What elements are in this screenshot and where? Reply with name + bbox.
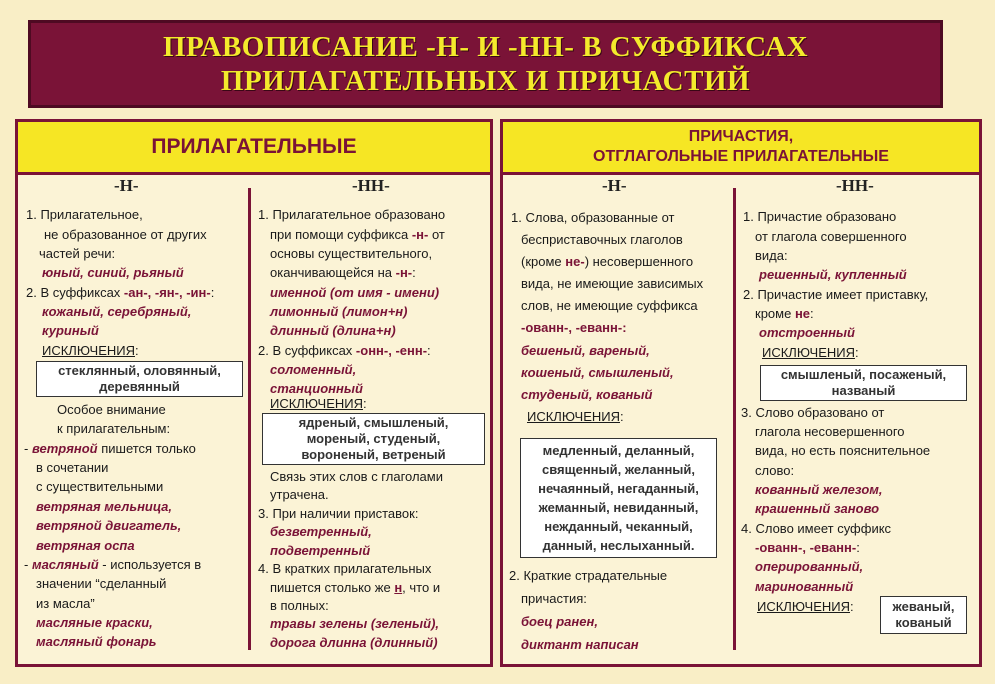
- adj-n-rule2-suffix: -ан-, -ян-, -ин-: [123, 285, 211, 300]
- adj-nn-rule2-ex1: соломенный,: [270, 362, 357, 377]
- adj-n-rule2-example1: кожаный, серебряный,: [42, 304, 192, 319]
- adj-n-m-word: масляный: [31, 557, 99, 572]
- adj-nn-exceptions-box: [262, 413, 485, 465]
- part-n-exceptions-box: [520, 438, 717, 558]
- part-n-rule1-a: 1. Слова, образованные от: [511, 210, 675, 225]
- adj-column-divider: [248, 188, 251, 650]
- adj-n-rule2: [26, 283, 214, 303]
- part-n-exc-line1: медленный, деланный,: [542, 443, 695, 458]
- adj-nn-rule4-ex2: дорога длинна (длинный): [270, 635, 438, 650]
- part-nn-rule3-ex1: кованный железом,: [755, 482, 883, 497]
- adj-nn-exc-line1: ядреный, смышленый,: [298, 415, 449, 430]
- adj-nn-rule3-ex2: подветренный: [270, 543, 371, 558]
- part-nn-rule3-b: глагола несовершенного: [755, 424, 905, 439]
- part-nn-rule3-a: 3. Слово образовано от: [741, 405, 885, 420]
- part-nn-rule1-a: 1. Причастие образовано: [743, 209, 897, 224]
- part-col-n-heading: -Н-: [602, 176, 627, 195]
- adj-n-vetryanoy-ex1: ветряная мельница,: [36, 499, 172, 514]
- adj-nn-r4b-post: , что и: [402, 580, 441, 595]
- part-n-exceptions-label: ИСКЛЮЧЕНИЯ:: [527, 409, 624, 424]
- part-col-nn-heading: -НН-: [836, 176, 874, 195]
- adj-n-vetryanoy-2: в сочетании: [36, 460, 109, 475]
- part-nn-exceptions-label: ИСКЛЮЧЕНИЯ:: [762, 345, 859, 360]
- part-n-rule2-a: 2. Краткие страдательные: [509, 568, 668, 583]
- adj-n-v-rest: пишется только: [97, 441, 196, 456]
- part-nn-rule2-a: 2. Причастие имеет приставку,: [743, 287, 929, 302]
- part-nn-exceptions-text: ИСКЛЮЧЕНИЯ: [762, 345, 855, 360]
- part-nn-exc2-line1: жеваный,: [892, 599, 955, 614]
- part-nn-exceptions2-box: [880, 596, 967, 634]
- adj-n-rule2-pre: 2. В суффиксах: [26, 285, 124, 300]
- adj-nn-r1b-suffix: -н-: [411, 227, 429, 242]
- part-nn-rule3-ex2: крашенный заново: [755, 501, 880, 516]
- participles-header-line2: ОТГЛАГОЛЬНЫЕ ПРИЛАГАТЕЛЬНЫЕ: [593, 148, 889, 165]
- part-n-rule2-b: причастия:: [521, 591, 587, 606]
- adj-nn-rule3: 3. При наличии приставок:: [258, 506, 419, 521]
- adj-n-maslyaniy-ex1: масляные краски,: [36, 615, 153, 630]
- adj-nn-rule1-ex2: лимонный (лимон+н): [270, 304, 408, 319]
- adj-n-attention2: к прилагательным:: [57, 421, 171, 436]
- part-n-exc-line4: жеманный, невиданный,: [538, 500, 699, 515]
- part-n-exc-line6: данный, неслыханный.: [542, 538, 695, 553]
- part-nn-rule4-ex2: маринованный: [755, 579, 854, 594]
- part-n-rule1-b: бесприставочных глаголов: [521, 232, 683, 247]
- adj-col-n-heading: -Н-: [114, 176, 139, 195]
- adj-nn-rule2-ex2: станционный: [270, 381, 363, 396]
- title-line-1: ПРАВОПИСАНИЕ -Н- И -НН- В СУФФИКСАХ: [162, 31, 809, 63]
- part-nn-r2b-post: :: [810, 306, 814, 321]
- adjectives-header: [18, 122, 490, 175]
- part-n-exceptions-text: ИСКЛЮЧЕНИЯ: [527, 409, 620, 424]
- adj-n-m-rest: - используется в: [98, 557, 202, 572]
- part-n-r1c-post: ) несовершенного: [584, 254, 694, 269]
- part-nn-r2b-ne: не: [794, 306, 811, 321]
- adj-col-nn-heading: -НН-: [352, 176, 390, 195]
- adj-n-maslyaniy-3: из масла”: [36, 596, 95, 611]
- adj-n-vetryanoy-rule: [24, 439, 196, 459]
- part-nn-rule4-suffix: [755, 538, 860, 558]
- part-n-rule1-e: слов, не имеющие суффикса: [521, 298, 698, 313]
- title-line-2: ПРИЛАГАТЕЛЬНЫХ И ПРИЧАСТИЙ: [220, 65, 751, 97]
- part-nn-exc-line2: названый: [831, 383, 896, 398]
- part-n-rule1-c: [521, 252, 693, 272]
- part-nn-r4-post: :: [856, 540, 860, 555]
- part-n-rule1-ex3: студеный, кованый: [521, 387, 653, 402]
- part-nn-exc-line1: смышленый, посаженый,: [780, 367, 947, 382]
- adj-nn-rule2: [258, 341, 431, 361]
- part-nn-rule3-d: слово:: [755, 463, 795, 478]
- adj-nn-rule1-ex3: длинный (длина+н): [270, 323, 396, 338]
- part-nn-exceptions2-text: ИСКЛЮЧЕНИЯ: [757, 599, 850, 614]
- adj-n-vetryanoy-ex2: ветряной двигатель,: [36, 518, 182, 533]
- part-n-exc-line2: священный, желанный,: [541, 462, 696, 477]
- part-nn-rule2-b: [755, 304, 814, 324]
- adj-n-rule1-b: не образованное от других: [44, 227, 207, 242]
- adj-n-exc-line1: стеклянный, оловянный,: [58, 363, 221, 378]
- part-n-rule1-suffix: -ованн-, -еванн-:: [521, 320, 627, 335]
- adj-n-maslyaniy-rule: [24, 555, 201, 575]
- part-n-r1c-pre: (кроме: [521, 254, 566, 269]
- adj-nn-rule1-b: [270, 225, 445, 245]
- part-column-divider: [733, 188, 736, 650]
- part-n-exc-line3: нечаянный, негаданный,: [538, 481, 699, 496]
- adj-n-maslyaniy-2: значении “сделанный: [36, 576, 167, 591]
- part-n-r1c-ne: не-: [565, 254, 585, 269]
- adj-n-v-dash: -: [24, 441, 32, 456]
- adj-nn-exc-line2: мореный, студеный,: [306, 431, 441, 446]
- adj-nn-r2-suffix: -онн-, -енн-: [355, 343, 428, 358]
- part-nn-rule1-b: от глагола совершенного: [755, 229, 907, 244]
- adj-nn-note2: утрачена.: [270, 487, 329, 502]
- adj-n-rule1-c: частей речи:: [39, 246, 116, 261]
- adj-n-rule1-a: 1. Прилагательное,: [26, 207, 143, 222]
- adj-nn-note1: Связь этих слов с глаголами: [270, 469, 443, 484]
- part-n-rule2-ex1: боец ранен,: [521, 614, 598, 629]
- part-nn-exc2-line2: кованый: [895, 615, 952, 630]
- adj-n-rule2-post: :: [210, 285, 215, 300]
- part-nn-r2b-pre: кроме: [755, 306, 795, 321]
- part-nn-rule4-a: 4. Слово имеет суффикс: [741, 521, 892, 536]
- adj-nn-r1d-pre: оканчивающейся на: [270, 265, 396, 280]
- part-n-rule1-ex1: бешеный, вареный,: [521, 343, 650, 358]
- adj-n-rule1-example: юный, синий, рьяный: [42, 265, 184, 280]
- adj-n-exceptions-box: [36, 361, 243, 397]
- adj-nn-exceptions-label: ИСКЛЮЧЕНИЯ:: [270, 396, 367, 411]
- adj-n-maslyaniy-ex2: масляный фонарь: [36, 634, 157, 649]
- adj-nn-rule4-a: 4. В кратких прилагательных: [258, 561, 432, 576]
- adj-nn-r4b-pre: пишется столько же: [270, 580, 395, 595]
- adj-n-vetryanoy-3: с существительными: [36, 479, 164, 494]
- adj-nn-rule1-a: 1. Прилагательное образовано: [258, 207, 446, 222]
- adj-n-attention1: Особое внимание: [57, 402, 166, 417]
- part-nn-rule4-ex1: оперированный,: [755, 559, 864, 574]
- adj-nn-r2-post: :: [427, 343, 431, 358]
- adj-n-m-dash: -: [24, 557, 32, 572]
- adj-nn-rule4-ex1: травы зелены (зеленый),: [270, 616, 440, 631]
- title-banner: [28, 20, 943, 108]
- part-nn-rule1-c: вида:: [755, 248, 788, 263]
- adj-n-exc-line2: деревянный: [99, 379, 180, 394]
- part-nn-rule1-ex: решенный, купленный: [759, 267, 907, 282]
- adj-nn-rule3-ex1: безветренный,: [270, 524, 372, 539]
- adj-n-exceptions-label: ИСКЛЮЧЕНИЯ:: [42, 343, 139, 358]
- participles-header: [503, 122, 979, 175]
- participles-header-line1: ПРИЧАСТИЯ,: [688, 128, 794, 145]
- part-nn-exceptions-box: [760, 365, 967, 401]
- adjectives-header-text: ПРИЛАГАТЕЛЬНЫЕ: [151, 135, 357, 158]
- adj-nn-exc-line3: вороненый, ветреный: [301, 447, 446, 462]
- adj-n-vetryanoy-ex3: ветряная оспа: [36, 538, 135, 553]
- adj-nn-r2-pre: 2. В суффиксах: [258, 343, 356, 358]
- adj-nn-r1b-pre: при помощи суффикса: [270, 227, 412, 242]
- part-nn-exceptions2-label: ИСКЛЮЧЕНИЯ:: [757, 599, 854, 614]
- part-nn-rule2-ex: отстроенный: [759, 325, 855, 340]
- adj-nn-rule1-ex1: именной (от имя - имени): [270, 285, 440, 300]
- adj-nn-rule1-c: основы существительного,: [270, 246, 433, 261]
- adj-n-v-word: ветряной: [31, 441, 98, 456]
- part-n-rule1-d: вида, не имеющие зависимых: [521, 276, 704, 291]
- part-n-rule2-ex2: диктант написан: [521, 637, 639, 652]
- adj-nn-r1b-post: от: [428, 227, 445, 242]
- adj-nn-rule4-b: [270, 578, 440, 598]
- part-n-rule1-ex2: кошеный, смышленый,: [521, 365, 674, 380]
- part-nn-r4-suffix: -ованн-, -еванн-: [755, 540, 857, 555]
- adj-nn-r1d-suffix: -н-: [395, 265, 413, 280]
- adj-n-rule2-example2: куриный: [42, 323, 99, 338]
- adj-nn-rule1-d: [270, 263, 416, 283]
- adj-nn-exceptions-text: ИСКЛЮЧЕНИЯ: [270, 396, 363, 411]
- part-n-exc-line5: нежданный, чеканный,: [544, 519, 693, 534]
- adj-nn-r4b-n: н: [394, 580, 403, 595]
- adj-nn-rule4-c: в полных:: [270, 598, 329, 613]
- adj-n-exceptions-text: ИСКЛЮЧЕНИЯ: [42, 343, 135, 358]
- adj-nn-r1d-post: :: [412, 265, 416, 280]
- part-nn-rule3-c: вида, но есть пояснительное: [755, 443, 931, 458]
